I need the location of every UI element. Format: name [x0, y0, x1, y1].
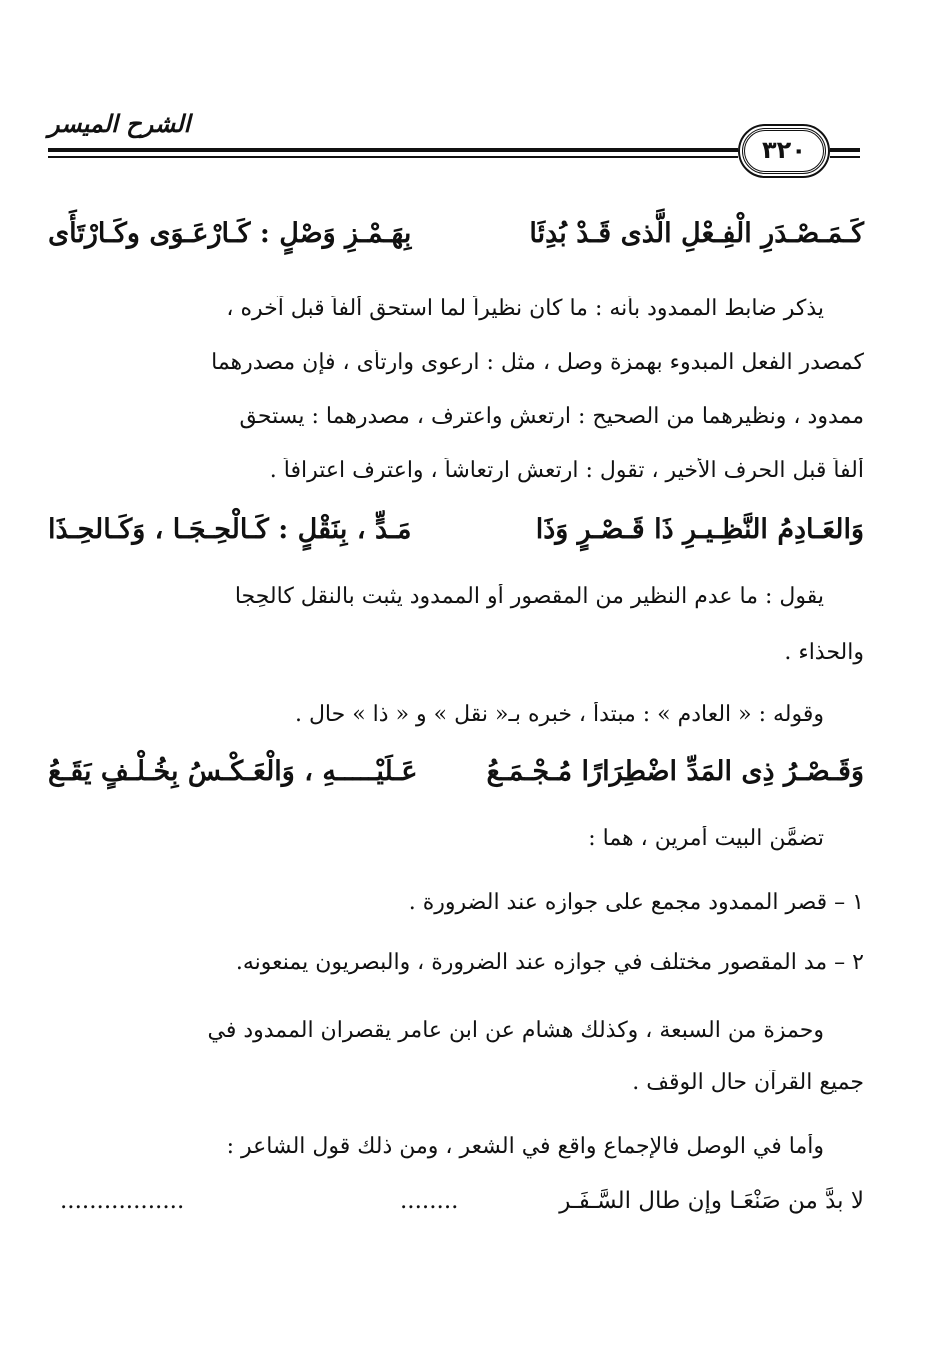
paragraph-5-line-2: جميع القرآن حال الوقف .: [632, 1070, 864, 1095]
poem-first-half: لا بدَّ من صَنْعَـا وإن طال السَّـفَـر: [559, 1188, 864, 1214]
running-header-title: الشرح الميسر: [48, 110, 191, 138]
verse-1-second-half: بِهَـمْـزِ وَصْلٍ : كَـارْعَـوَى وكَـارْتَأَى: [48, 218, 412, 249]
paragraph-1-line-4: ألفاً قبل الحرف الأخير ، تقول : ارتعش ارتعاشاً ، واعترف اعترافاً .: [269, 458, 864, 483]
poem-ellipsis-2: .................: [60, 1188, 185, 1214]
header-rule-thick: [48, 148, 738, 152]
list-item-2: ٢ – مد المقصور مختلف في جوازه عند الضرورة ، والبصريون يمنعونه.: [235, 950, 864, 975]
verse-3-second-half: عَـلَيْـــــهِ ، وَالْعَـكْـسُ بِخُـلْـفٍ يَقَـعُ: [48, 756, 418, 787]
verse-2-second-half: مَـدٍّ ، بِنَقْلٍ : كَـالْحِـجَـا ، وَكَـالحِـذَا: [48, 514, 412, 545]
verse-2-first-half: وَالعَـادِمُ النَّظِـيـرِ ذَا قَـصْـرٍ وَذَا: [535, 514, 864, 545]
verse-3-first-half: وَقَـصْـرُ ذِى المَدِّ اضْطِرَارًا مُـجْـمَـعُ: [486, 756, 864, 787]
header-rule-right-thick: [830, 148, 860, 152]
poem-ellipsis-1: ........: [400, 1188, 459, 1214]
header-rule-right-thin: [830, 156, 860, 158]
header-rule-thin: [48, 156, 738, 158]
page-number: ٣٢٠: [742, 128, 826, 174]
paragraph-4: تضمَّن البيت أمرين ، هما :: [588, 826, 824, 851]
list-item-1: ١ – قصر الممدود مجمع على جوازه عند الضرورة .: [408, 890, 864, 915]
paragraph-5-line-1: وحمزة من السبعة ، وكذلك هشام عن ابن عامر يقصران الممدود في: [207, 1018, 824, 1043]
paragraph-1-line-2: كمصدر الفعل المبدوء بهمزة وصل ، مثل : ارعوى وارتأى ، فإن مصدرهما: [211, 350, 864, 375]
paragraph-6: وأما في الوصل فالإجماع واقع في الشعر ، ومن ذلك قول الشاعر :: [226, 1134, 824, 1159]
paragraph-2-line-1: يقول : ما عدم النظير من المقصور أو الممدود يثبت بالنقل كالحِجا: [234, 584, 824, 609]
verse-1-first-half: كَـمَـصْـدَرِ الْفِـعْلِ الَّذى قَـدْ بُدِئَا: [529, 218, 864, 249]
paragraph-3: وقوله : « العادم » : مبتدأ ، خبره بـ« نقل » و « ذا » حال .: [294, 702, 824, 727]
paragraph-1-line-3: ممدود ، ونظيرهما من الصحيح : ارتعش واعترف ، مصدرهما : يستحق: [239, 404, 864, 429]
paragraph-1-line-1: يذكر ضابط الممدود بأنه : ما كان نظيراً لما استحق ألفاً قبل آخره ،: [226, 296, 824, 321]
paragraph-2-line-2: والحذاء .: [784, 640, 864, 665]
